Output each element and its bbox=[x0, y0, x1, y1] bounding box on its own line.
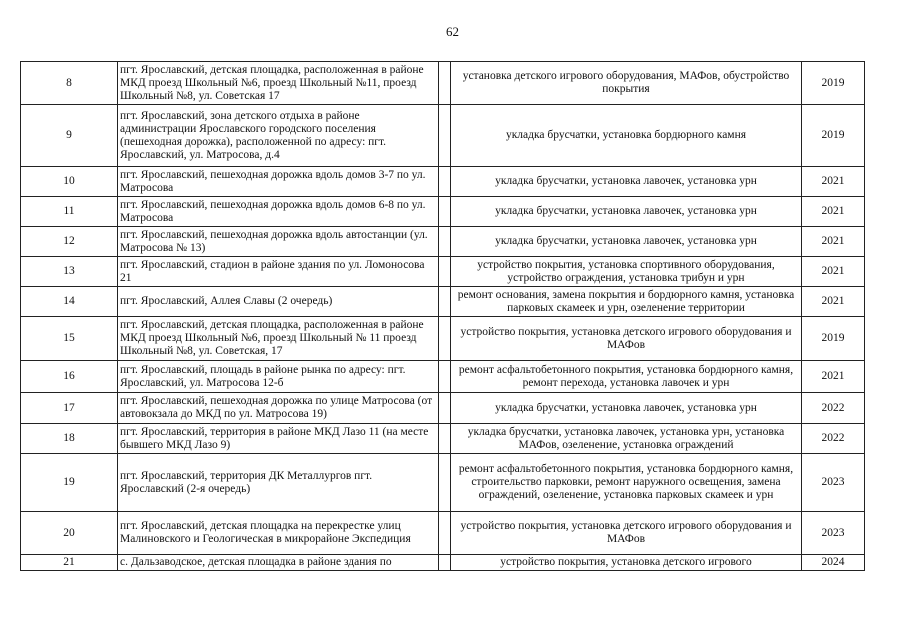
year-cell: 2021 bbox=[802, 197, 865, 227]
year-cell: 2023 bbox=[802, 454, 865, 512]
year-cell: 2021 bbox=[802, 167, 865, 197]
works-cell: устройство покрытия, установка детского игрового оборудования и МАФов bbox=[451, 512, 802, 555]
year-cell: 2024 bbox=[802, 555, 865, 571]
column-gap bbox=[439, 167, 451, 197]
row-number: 10 bbox=[21, 167, 118, 197]
column-gap bbox=[439, 512, 451, 555]
row-number: 14 bbox=[21, 287, 118, 317]
works-cell: укладка брусчатки, установка лавочек, установка урн bbox=[451, 227, 802, 257]
column-gap bbox=[439, 257, 451, 287]
row-number: 11 bbox=[21, 197, 118, 227]
row-number: 9 bbox=[21, 105, 118, 167]
works-cell: укладка брусчатки, установка лавочек, установка урн bbox=[451, 197, 802, 227]
table-row bbox=[21, 454, 865, 512]
column-gap bbox=[439, 105, 451, 167]
works-cell: устройство покрытия, установка детского игрового оборудования и МАФов bbox=[451, 317, 802, 361]
location-cell: пгт. Ярославский, площадь в районе рынка по адресу: пгт. Ярославский, ул. Матросова 12-б bbox=[118, 361, 439, 393]
row-number: 8 bbox=[21, 62, 118, 105]
row-number: 16 bbox=[21, 361, 118, 393]
works-cell: устройство покрытия, установка спортивного оборудования, устройство ограждения, установка трибун и урн bbox=[451, 257, 802, 287]
works-cell: устройство покрытия, установка детского игрового bbox=[451, 555, 802, 571]
row-number: 21 bbox=[21, 555, 118, 571]
works-cell: укладка брусчатки, установка лавочек, установка урн bbox=[451, 393, 802, 424]
year-cell: 2022 bbox=[802, 393, 865, 424]
column-gap bbox=[439, 62, 451, 105]
location-cell: пгт. Ярославский, территория ДК Металлургов пгт. Ярославский (2-я очередь) bbox=[118, 454, 439, 512]
year-cell: 2021 bbox=[802, 227, 865, 257]
location-cell: пгт. Ярославский, зона детского отдыха в районе администрации Ярославского городского поселения (пешеходная дорожка), расположенной по адресу: пгт. Ярославский, ул. Матросова, д.4 bbox=[118, 105, 439, 167]
works-cell: укладка брусчатки, установка лавочек, установка урн bbox=[451, 167, 802, 197]
year-cell: 2023 bbox=[802, 512, 865, 555]
location-cell: пгт. Ярославский, детская площадка, расположенная в районе МКД проезд Школьный №6, проезд Школьный № 11 проезд Школьный №8, ул. Советская, 17 bbox=[118, 317, 439, 361]
column-gap bbox=[439, 317, 451, 361]
works-cell: ремонт асфальтобетонного покрытия, установка бордюрного камня, ремонт перехода, установка лавочек и урн bbox=[451, 361, 802, 393]
year-cell: 2021 bbox=[802, 257, 865, 287]
location-cell: пгт. Ярославский, детская площадка на перекрестке улиц Малиновского и Геологическая в микрорайоне Экспедиция bbox=[118, 512, 439, 555]
row-number: 17 bbox=[21, 393, 118, 424]
location-cell: пгт. Ярославский, Аллея Славы (2 очередь) bbox=[118, 287, 439, 317]
column-gap bbox=[439, 393, 451, 424]
year-cell: 2021 bbox=[802, 361, 865, 393]
works-table-body bbox=[21, 62, 865, 571]
page-number: 62 bbox=[446, 24, 459, 39]
row-number: 13 bbox=[21, 257, 118, 287]
location-cell: с. Дальзаводское, детская площадка в районе здания по bbox=[118, 555, 439, 571]
location-cell: пгт. Ярославский, пешеходная дорожка вдоль домов 6-8 по ул. Матросова bbox=[118, 197, 439, 227]
location-cell: пгт. Ярославский, территория в районе МКД Лазо 11 (на месте бывшего МКД Лазо 9) bbox=[118, 424, 439, 454]
location-cell: пгт. Ярославский, пешеходная дорожка вдоль автостанции (ул. Матросова № 13) bbox=[118, 227, 439, 257]
year-cell: 2019 bbox=[802, 317, 865, 361]
table-row bbox=[21, 257, 865, 287]
column-gap bbox=[439, 287, 451, 317]
works-table bbox=[20, 61, 865, 571]
column-gap bbox=[439, 424, 451, 454]
table-row bbox=[21, 424, 865, 454]
table-row bbox=[21, 555, 865, 571]
works-cell: ремонт основания, замена покрытия и бордюрного камня, установка парковых скамеек и урн, озеленение территории bbox=[451, 287, 802, 317]
column-gap bbox=[439, 361, 451, 393]
year-cell: 2021 bbox=[802, 287, 865, 317]
row-number: 15 bbox=[21, 317, 118, 361]
table-row bbox=[21, 227, 865, 257]
location-cell: пгт. Ярославский, детская площадка, расположенная в районе МКД проезд Школьный №6, проезд Школьный №11, проезд Школьный №8, ул. Советская 17 bbox=[118, 62, 439, 105]
table-row bbox=[21, 512, 865, 555]
row-number: 20 bbox=[21, 512, 118, 555]
column-gap bbox=[439, 555, 451, 571]
year-cell: 2022 bbox=[802, 424, 865, 454]
table-row bbox=[21, 105, 865, 167]
column-gap bbox=[439, 227, 451, 257]
works-cell: укладка брусчатки, установка бордюрного камня bbox=[451, 105, 802, 167]
works-cell: ремонт асфальтобетонного покрытия, установка бордюрного камня, строительство парковки, ремонт наружного освещения, замена ограждений, озеленение, установка парковых скамеек и урн bbox=[451, 454, 802, 512]
works-cell: укладка брусчатки, установка лавочек, установка урн, установка МАФов, озеленение, установка ограждений bbox=[451, 424, 802, 454]
table-row bbox=[21, 317, 865, 361]
year-cell: 2019 bbox=[802, 105, 865, 167]
location-cell: пгт. Ярославский, стадион в районе здания по ул. Ломоносова 21 bbox=[118, 257, 439, 287]
row-number: 18 bbox=[21, 424, 118, 454]
column-gap bbox=[439, 454, 451, 512]
row-number: 19 bbox=[21, 454, 118, 512]
table-row bbox=[21, 62, 865, 105]
row-number: 12 bbox=[21, 227, 118, 257]
table-row bbox=[21, 167, 865, 197]
table-row bbox=[21, 197, 865, 227]
column-gap bbox=[439, 197, 451, 227]
table-row bbox=[21, 393, 865, 424]
location-cell: пгт. Ярославский, пешеходная дорожка по улице Матросова (от автовокзала до МКД по ул. Матросова 19) bbox=[118, 393, 439, 424]
location-cell: пгт. Ярославский, пешеходная дорожка вдоль домов 3-7 по ул. Матросова bbox=[118, 167, 439, 197]
table-row bbox=[21, 287, 865, 317]
works-cell: установка детского игрового оборудования, МАФов, обустройство покрытия bbox=[451, 62, 802, 105]
year-cell: 2019 bbox=[802, 62, 865, 105]
table-row bbox=[21, 361, 865, 393]
